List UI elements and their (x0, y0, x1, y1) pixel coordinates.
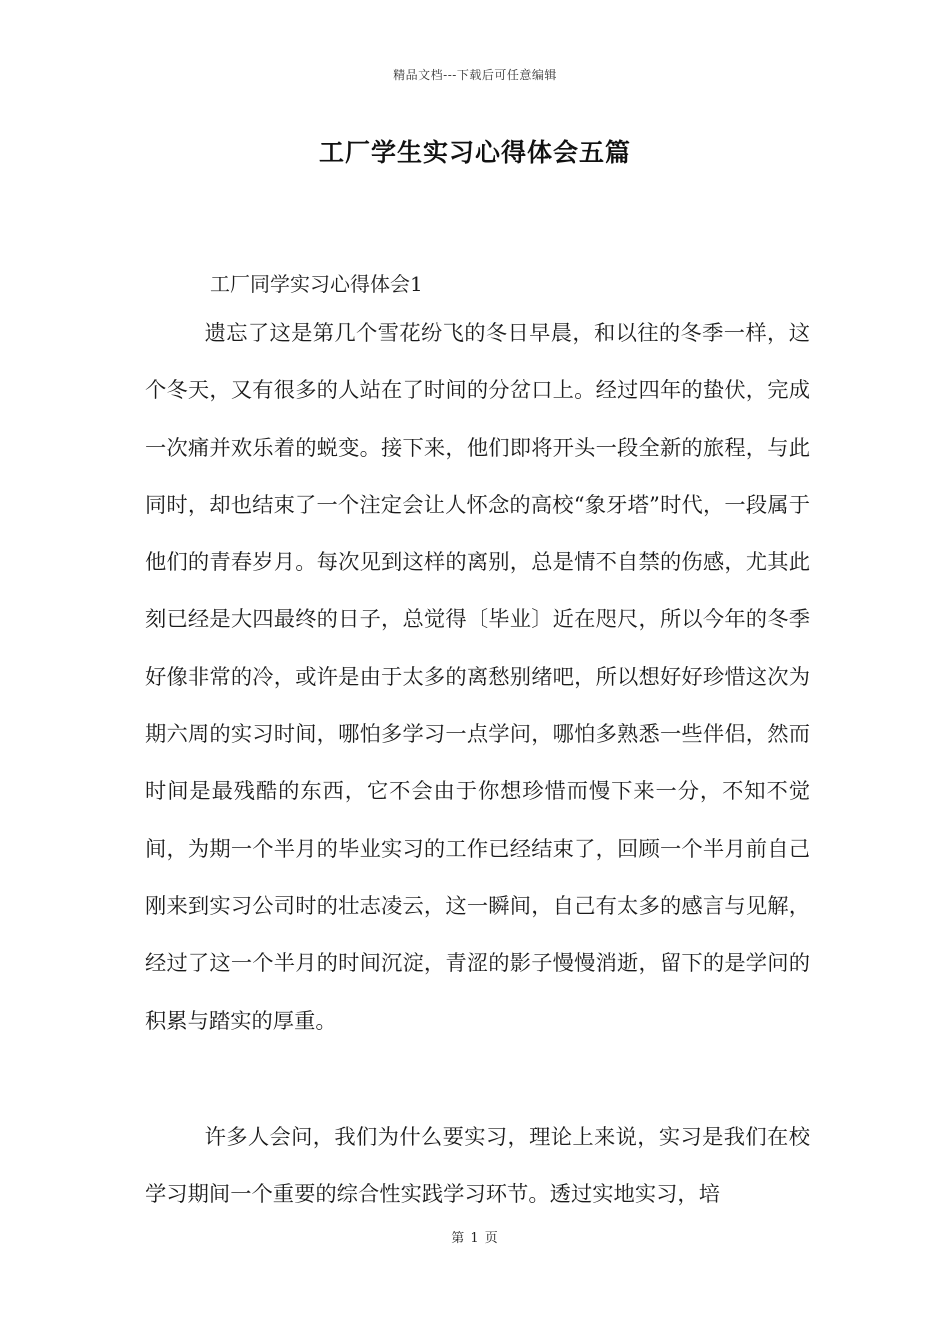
body-paragraph-1: 遗忘了这是第几个雪花纷飞的冬日早晨，和以往的冬季一样，这个冬天，又有很多的人站在了时间的分岔口上。经过四年的蛰伏，完成一次痛并欢乐着的蜕变。接下来，他们即将开头一段全新的旅程，与此同时，却也结束了一个注定会让人怀念的高校“象牙塔”时代，一段属于他们的青春岁月。每次见到这样的离别，总是情不自禁的伤感，尤其此刻已经是大四最终的日子，总觉得〔毕业〕近在咫尺，所以今年的冬季好像非常的冷，或许是由于太多的离愁别绪吧，所以想好好珍惜这次为期六周的实习时间，哪怕多学习一点学问，哪怕多熟悉一些伴侣，然而时间是最残酷的东西，它不会由于你想珍惜而慢下来一分，不知不觉间，为期一个半月的毕业实习的工作已经结束了，回顾一个半月前自己刚来到实习公司时的壮志凌云，这一瞬间，自己有太多的感言与见解，经过了这一个半月的时间沉淀，青涩的影子慢慢消逝，留下的是学问的积累与踏实的厚重。 (145, 321, 810, 1034)
body-paragraph-2: 许多人会问，我们为什么要实习，理论上来说，实习是我们在校学习期间一个重要的综合性实践学习环节。透过实地实习，培 (145, 1125, 810, 1208)
header-note: 精品文档---下载后可任意编辑 (393, 68, 557, 82)
section-heading: 工厂同学实习心得体会1 (210, 272, 423, 296)
page-number: 第 1 页 (451, 1231, 499, 1246)
document-title: 工厂学生实习心得体会五篇 (318, 138, 631, 167)
